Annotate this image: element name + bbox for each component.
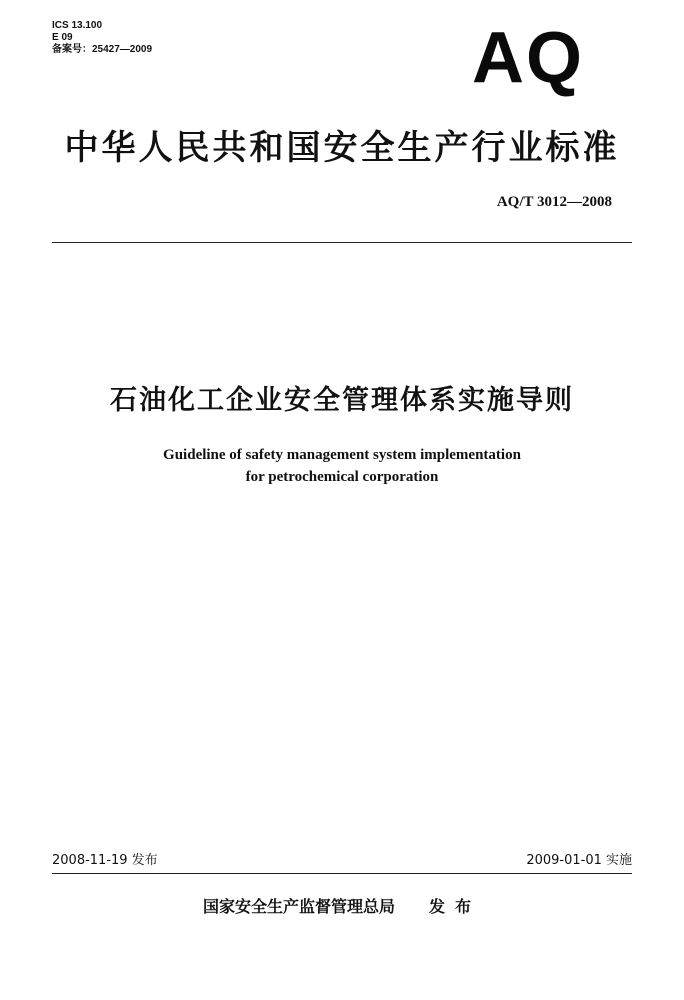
publisher-name: 国家安全生产监督管理总局 bbox=[202, 897, 395, 916]
issue-date: 2008-11-19 发布 bbox=[52, 853, 158, 868]
document-title-cn: 石油化工企业安全管理体系实施导则 bbox=[110, 385, 574, 416]
top-divider bbox=[52, 242, 632, 243]
document-title-en-line2: for petrochemical corporation bbox=[245, 469, 439, 485]
standard-number: AQ/T 3012—2008 bbox=[496, 194, 612, 210]
bottom-divider bbox=[52, 873, 632, 874]
standard-title: 中华人民共和国安全生产行业标准 bbox=[64, 128, 620, 168]
publish-word: 发布 bbox=[429, 897, 482, 916]
class-code: E 09 bbox=[52, 32, 73, 43]
document-title-en bbox=[0, 444, 684, 488]
implementation-date: 2009-01-01 实施 bbox=[526, 853, 632, 868]
document-title-en-line1: Guideline of safety management system implementation bbox=[163, 447, 521, 463]
record-number: 备案号：25427—2009 bbox=[52, 44, 153, 55]
publisher-line bbox=[0, 896, 684, 918]
ics-code: ICS 13.100 bbox=[52, 20, 103, 31]
classification-block bbox=[52, 20, 152, 56]
aq-logo: AQ bbox=[472, 18, 584, 98]
